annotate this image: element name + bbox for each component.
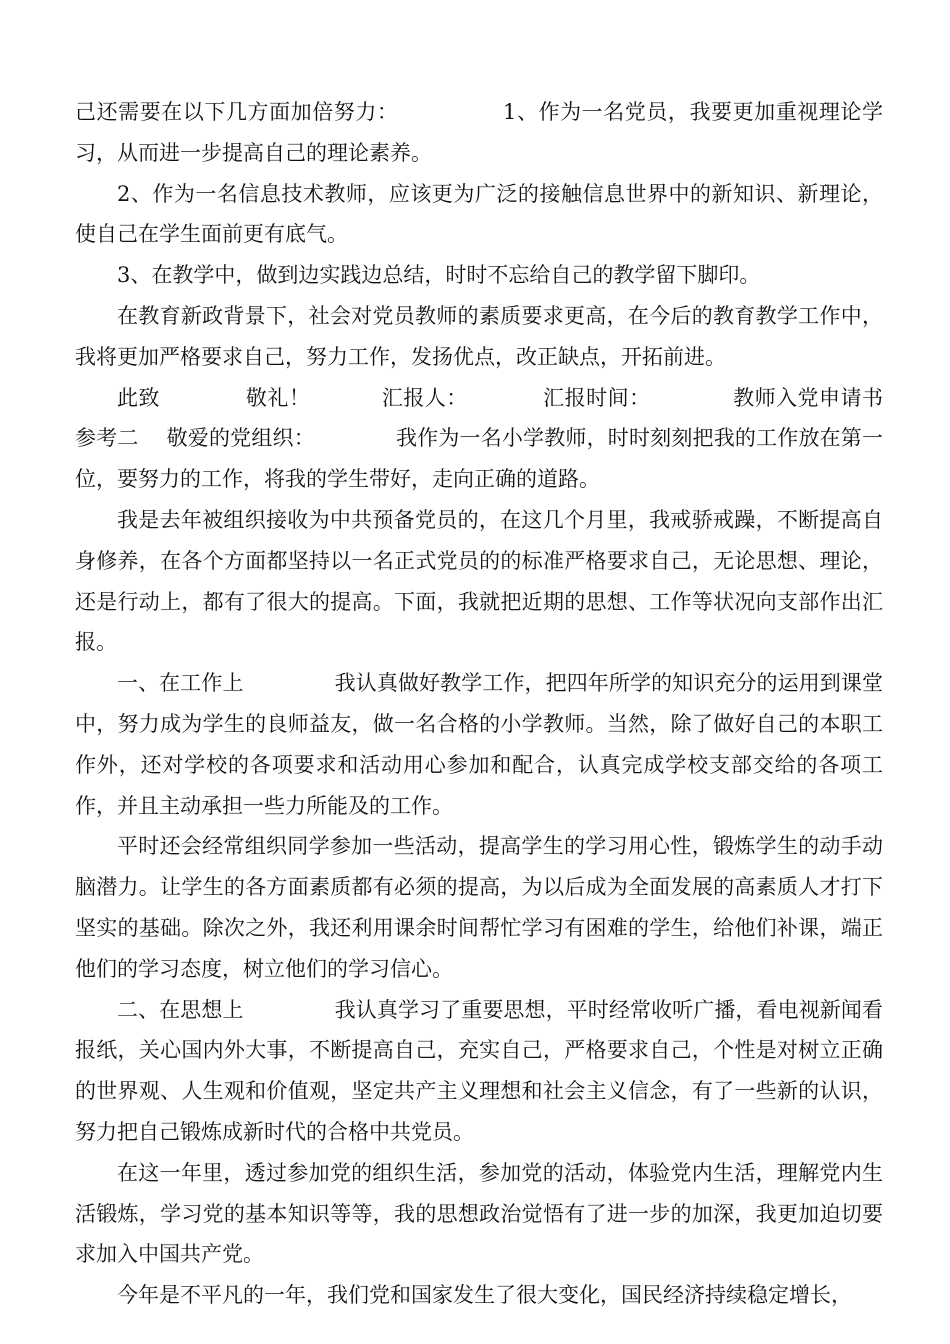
document-body xyxy=(75,92,883,1316)
paragraph-10: 在这一年里，透过参加党的组织生活，参加党的活动，体验党内生活，理解党内生活锻炼，学习党的基本知识等等，我的思想政治觉悟有了进一步的加深，我更加迫切要求加入中国共产党。 xyxy=(75,1160,883,1267)
paragraph-9: 二、在思想上 我认真学习了重要思想，平时经常收听广播，看电视新闻看报纸，关心国内外大事，不断提高自己，充实自己，严格要求自己，个性是对树立正确的世界观、人生观和价值观，坚定共产主义理想和社会主义信念，有了一些新的认识，努力把自己锻炼成新时代的合格中共党员。 xyxy=(75,997,883,1144)
paragraph-11: 今年是不平凡的一年，我们党和国家发生了很大变化，国民经济持续稳定增长， xyxy=(117,1283,852,1308)
paragraph-3: 3、在教学中，做到边实践边总结，时时不忘给自己的教学留下脚印。 xyxy=(117,263,761,288)
paragraph-8: 平时还会经常组织同学参加一些活动，提高学生的学习用心性，锻炼学生的动手动脑潜力。让学生的各方面素质都有必须的提高，为以后成为全面发展的高素质人才打下坚实的基础。除次之外，我还利用课余时间帮忙学习有困难的学生，给他们补课，端正他们的学习态度，树立他们的学习信心。 xyxy=(75,834,883,981)
paragraph-1: 己还需要在以下几方面加倍努力： 1、作为一名党员，我要更加重视理论学习，从而进一步提高自己的理论素养。 xyxy=(75,100,883,165)
paragraph-4: 在教育新政背景下，社会对党员教师的素质要求更高，在今后的教育教学工作中，我将更加严格要求自己，努力工作，发扬优点，改正缺点，开拓前进。 xyxy=(75,303,883,369)
paragraph-6: 我是去年被组织接收为中共预备党员的，在这几个月里，我戒骄戒躁，不断提高自身修养，在各个方面都坚持以一名正式党员的的标准严格要求自己，无论思想、理论，还是行动上，都有了很大的提高。下面，我就把近期的思想、工作等状况向支部作出汇报。 xyxy=(75,507,883,655)
paragraph-2: 2、作为一名信息技术教师，应该更为广泛的接触信息世界中的新知识、新理论，使自己在学生面前更有底气。 xyxy=(75,181,883,247)
paragraph-7: 一、在工作上 我认真做好教学工作，把四年所学的知识充分的运用到课堂中，努力成为学生的良师益友，做一名合格的小学教师。当然，除了做好自己的本职工作外，还对学校的各项要求和活动用心参加和配合，认真完成学校支部交给的各项工作，并且主动承担一些力所能及的工作。 xyxy=(75,671,883,818)
paragraph-5: 此致 敬礼！ 汇报人： 汇报时间： 教师入党申请书参考二 敬爱的党组织： 我作为一名小学教师，时时刻刻把我的工作放在第一位，要努力的工作，将我的学生带好，走向正确的道路。 xyxy=(75,385,883,492)
